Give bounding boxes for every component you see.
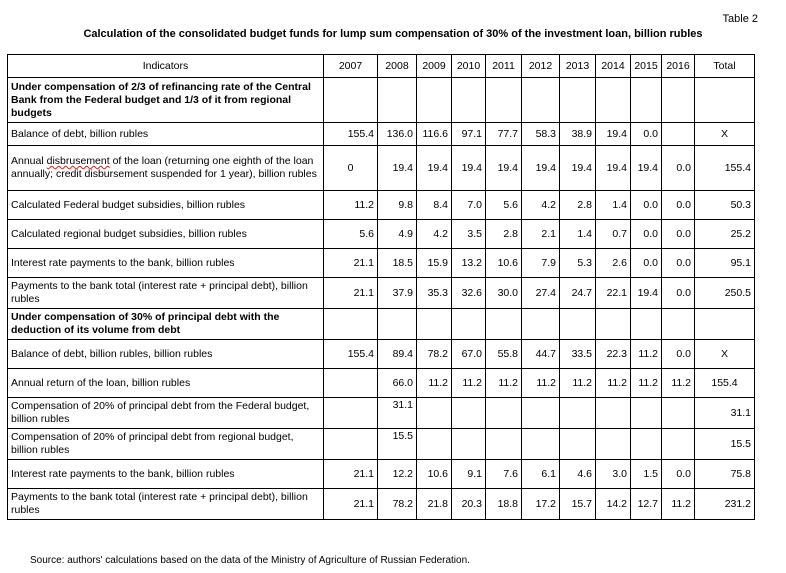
table-row xyxy=(8,146,755,191)
cell-2014: 19.4 xyxy=(596,123,631,146)
cell-2007: 21.1 xyxy=(324,489,378,520)
table-row xyxy=(8,191,755,220)
cell-2008: 15.5 xyxy=(378,429,417,460)
cell-2010 xyxy=(452,429,486,460)
cell-2007: 21.1 xyxy=(324,460,378,489)
cell-2013: 24.7 xyxy=(560,278,596,309)
cell-total: 31.1 xyxy=(695,398,755,429)
col-header-2011: 2011 xyxy=(486,55,522,78)
cell-total: 231.2 xyxy=(695,489,755,520)
table-row xyxy=(8,460,755,489)
cell-2014 xyxy=(596,398,631,429)
cell-2012: 27.4 xyxy=(522,278,560,309)
col-header-2016: 2016 xyxy=(662,55,695,78)
cell-2011: 5.6 xyxy=(486,191,522,220)
cell-2012: 11.2 xyxy=(522,369,560,398)
cell-2008: 12.2 xyxy=(378,460,417,489)
cell-2011: 11.2 xyxy=(486,369,522,398)
cell-2010: 11.2 xyxy=(452,369,486,398)
col-header-2009: 2009 xyxy=(417,55,452,78)
cell-total: X xyxy=(695,123,755,146)
cell-2008: 89.4 xyxy=(378,340,417,369)
row-label: Interest rate payments to the bank, billion rubles xyxy=(8,249,324,278)
cell-2015: 19.4 xyxy=(631,278,662,309)
cell-2009: 19.4 xyxy=(417,146,452,191)
row-label: Balance of debt, billion rubles xyxy=(8,123,324,146)
col-header-2013: 2013 xyxy=(560,55,596,78)
table-row xyxy=(8,489,755,520)
cell-2008: 78.2 xyxy=(378,489,417,520)
cell-2011: 10.6 xyxy=(486,249,522,278)
table-row xyxy=(8,123,755,146)
cell-2010: 32.6 xyxy=(452,278,486,309)
row-label: Payments to the bank total (interest rate + principal debt), billion rubles xyxy=(8,278,324,309)
section-heading-row xyxy=(8,78,755,123)
cell-2016: 11.2 xyxy=(662,489,695,520)
cell-2007: 0 xyxy=(324,146,378,191)
cell-2016 xyxy=(662,123,695,146)
cell-2016 xyxy=(662,398,695,429)
col-header-indicators: Indicators xyxy=(8,55,324,78)
row-label: Interest rate payments to the bank, billion rubles xyxy=(8,460,324,489)
cell-2013: 33.5 xyxy=(560,340,596,369)
cell-total: 95.1 xyxy=(695,249,755,278)
cell-2014: 1.4 xyxy=(596,191,631,220)
cell-2016: 0.0 xyxy=(662,146,695,191)
cell-2010: 20.3 xyxy=(452,489,486,520)
cell-2015: 0.0 xyxy=(631,249,662,278)
cell-2014: 14.2 xyxy=(596,489,631,520)
cell-2009: 8.4 xyxy=(417,191,452,220)
cell-2013: 5.3 xyxy=(560,249,596,278)
cell-2012: 7.9 xyxy=(522,249,560,278)
cell-2008: 4.9 xyxy=(378,220,417,249)
row-label: Calculated Federal budget subsidies, billion rubles xyxy=(8,191,324,220)
cell-2007 xyxy=(324,369,378,398)
cell-2016: 0.0 xyxy=(662,340,695,369)
row-label: Balance of debt, billion rubles, billion rubles xyxy=(8,340,324,369)
table-title: Calculation of the consolidated budget funds for lump sum compensation of 30% of the investment loan, billion rubles xyxy=(83,28,703,40)
cell-total: 25.2 xyxy=(695,220,755,249)
cell-2016 xyxy=(662,429,695,460)
cell-2015: 0.0 xyxy=(631,191,662,220)
cell-2013: 1.4 xyxy=(560,220,596,249)
cell-2015 xyxy=(631,398,662,429)
cell-2007 xyxy=(324,429,378,460)
cell-2010: 7.0 xyxy=(452,191,486,220)
cell-total: 50.3 xyxy=(695,191,755,220)
cell-2013 xyxy=(560,429,596,460)
cell-2010 xyxy=(452,398,486,429)
cell-2016: 0.0 xyxy=(662,278,695,309)
cell-2009 xyxy=(417,429,452,460)
cell-2015: 11.2 xyxy=(631,369,662,398)
section-heading: Under compensation of 30% of principal debt with the deduction of its volume from debt xyxy=(8,309,324,340)
cell-2016: 0.0 xyxy=(662,460,695,489)
row-label: Calculated regional budget subsidies, billion rubles xyxy=(8,220,324,249)
cell-2009: 35.3 xyxy=(417,278,452,309)
table-row xyxy=(8,278,755,309)
label-part: Annual xyxy=(11,155,47,167)
section-heading-row xyxy=(8,309,755,340)
cell-2013: 19.4 xyxy=(560,146,596,191)
cell-2011: 18.8 xyxy=(486,489,522,520)
cell-2008: 136.0 xyxy=(378,123,417,146)
cell-2012: 6.1 xyxy=(522,460,560,489)
cell-2010: 3.5 xyxy=(452,220,486,249)
cell-2012: 44.7 xyxy=(522,340,560,369)
cell-2014 xyxy=(596,429,631,460)
col-header-2015: 2015 xyxy=(631,55,662,78)
cell-2008: 66.0 xyxy=(378,369,417,398)
row-label: Payments to the bank total (interest rate + principal debt), billion rubles xyxy=(8,489,324,520)
table-row xyxy=(8,340,755,369)
cell-2015 xyxy=(631,429,662,460)
section-heading: Under compensation of 2/3 of refinancing rate of the Central Bank from the Federal budget and 1/3 of it from regional budgets xyxy=(8,78,324,123)
cell-2014: 0.7 xyxy=(596,220,631,249)
col-header-2012: 2012 xyxy=(522,55,560,78)
row-label: Annual return of the loan, billion rubles xyxy=(8,369,324,398)
cell-2011 xyxy=(486,429,522,460)
cell-2009 xyxy=(417,398,452,429)
cell-2009: 116.6 xyxy=(417,123,452,146)
cell-total: 15.5 xyxy=(695,429,755,460)
cell-2011: 2.8 xyxy=(486,220,522,249)
cell-2009: 15.9 xyxy=(417,249,452,278)
cell-2014: 11.2 xyxy=(596,369,631,398)
cell-2007: 5.6 xyxy=(324,220,378,249)
table-row xyxy=(8,249,755,278)
cell-2008: 9.8 xyxy=(378,191,417,220)
cell-2011: 77.7 xyxy=(486,123,522,146)
row-label: Compensation of 20% of principal debt from the Federal budget, billion rubles xyxy=(8,398,324,429)
table-row xyxy=(8,398,755,429)
cell-2007 xyxy=(324,398,378,429)
col-header-2007: 2007 xyxy=(324,55,378,78)
col-header-2008: 2008 xyxy=(378,55,417,78)
cell-2014: 3.0 xyxy=(596,460,631,489)
cell-2011: 19.4 xyxy=(486,146,522,191)
cell-2009: 21.8 xyxy=(417,489,452,520)
cell-2016: 11.2 xyxy=(662,369,695,398)
cell-2012 xyxy=(522,398,560,429)
cell-total: 155.4 xyxy=(695,146,755,191)
cell-2011: 7.6 xyxy=(486,460,522,489)
label-part: of the loan (returning one eighth of the loan annually; credit disbursement suspended for 1 year), billion rubles xyxy=(11,155,317,180)
cell-total: 75.8 xyxy=(695,460,755,489)
cell-2013: 11.2 xyxy=(560,369,596,398)
cell-2007: 155.4 xyxy=(324,340,378,369)
cell-2009: 4.2 xyxy=(417,220,452,249)
cell-2008: 37.9 xyxy=(378,278,417,309)
cell-2012: 58.3 xyxy=(522,123,560,146)
cell-2014: 22.3 xyxy=(596,340,631,369)
cell-2012: 4.2 xyxy=(522,191,560,220)
cell-2013: 4.6 xyxy=(560,460,596,489)
cell-2009: 10.6 xyxy=(417,460,452,489)
cell-2013: 15.7 xyxy=(560,489,596,520)
cell-2008: 18.5 xyxy=(378,249,417,278)
cell-2008: 19.4 xyxy=(378,146,417,191)
cell-2010: 19.4 xyxy=(452,146,486,191)
row-label xyxy=(8,146,324,191)
cell-2013: 38.9 xyxy=(560,123,596,146)
cell-2014: 22.1 xyxy=(596,278,631,309)
cell-2013 xyxy=(560,398,596,429)
cell-2011: 55.8 xyxy=(486,340,522,369)
cell-2014: 19.4 xyxy=(596,146,631,191)
cell-2015: 19.4 xyxy=(631,146,662,191)
cell-2007: 155.4 xyxy=(324,123,378,146)
col-header-2014: 2014 xyxy=(596,55,631,78)
table-number: Table 2 xyxy=(722,13,758,25)
col-header-total: Total xyxy=(695,55,755,78)
cell-2010: 9.1 xyxy=(452,460,486,489)
cell-2009: 11.2 xyxy=(417,369,452,398)
cell-2014: 2.6 xyxy=(596,249,631,278)
cell-2010: 13.2 xyxy=(452,249,486,278)
row-label: Compensation of 20% of principal debt from regional budget, billion rubles xyxy=(8,429,324,460)
table-row xyxy=(8,369,755,398)
cell-2016: 0.0 xyxy=(662,191,695,220)
cell-2013: 2.8 xyxy=(560,191,596,220)
cell-2007: 21.1 xyxy=(324,278,378,309)
cell-2011: 30.0 xyxy=(486,278,522,309)
cell-2015: 12.7 xyxy=(631,489,662,520)
table-row xyxy=(8,429,755,460)
cell-2007: 21.1 xyxy=(324,249,378,278)
cell-total: X xyxy=(695,340,755,369)
cell-2015: 11.2 xyxy=(631,340,662,369)
cell-2012: 2.1 xyxy=(522,220,560,249)
cell-2015: 0.0 xyxy=(631,123,662,146)
cell-2011 xyxy=(486,398,522,429)
cell-2010: 97.1 xyxy=(452,123,486,146)
header-row xyxy=(8,55,755,78)
misspelled-word: disbrusement xyxy=(46,155,110,167)
table-row xyxy=(8,220,755,249)
cell-2007: 11.2 xyxy=(324,191,378,220)
cell-2012: 17.2 xyxy=(522,489,560,520)
cell-2015: 0.0 xyxy=(631,220,662,249)
cell-total: 155.4 xyxy=(695,369,755,398)
cell-2012 xyxy=(522,429,560,460)
cell-2012: 19.4 xyxy=(522,146,560,191)
cell-2016: 0.0 xyxy=(662,249,695,278)
source-note: Source: authors' calculations based on the data of the Ministry of Agriculture of Russian Federation. xyxy=(30,555,470,566)
cell-2015: 1.5 xyxy=(631,460,662,489)
budget-table xyxy=(7,54,755,520)
cell-2008: 31.1 xyxy=(378,398,417,429)
col-header-2010: 2010 xyxy=(452,55,486,78)
cell-2016: 0.0 xyxy=(662,220,695,249)
cell-total: 250.5 xyxy=(695,278,755,309)
cell-2009: 78.2 xyxy=(417,340,452,369)
cell-2010: 67.0 xyxy=(452,340,486,369)
